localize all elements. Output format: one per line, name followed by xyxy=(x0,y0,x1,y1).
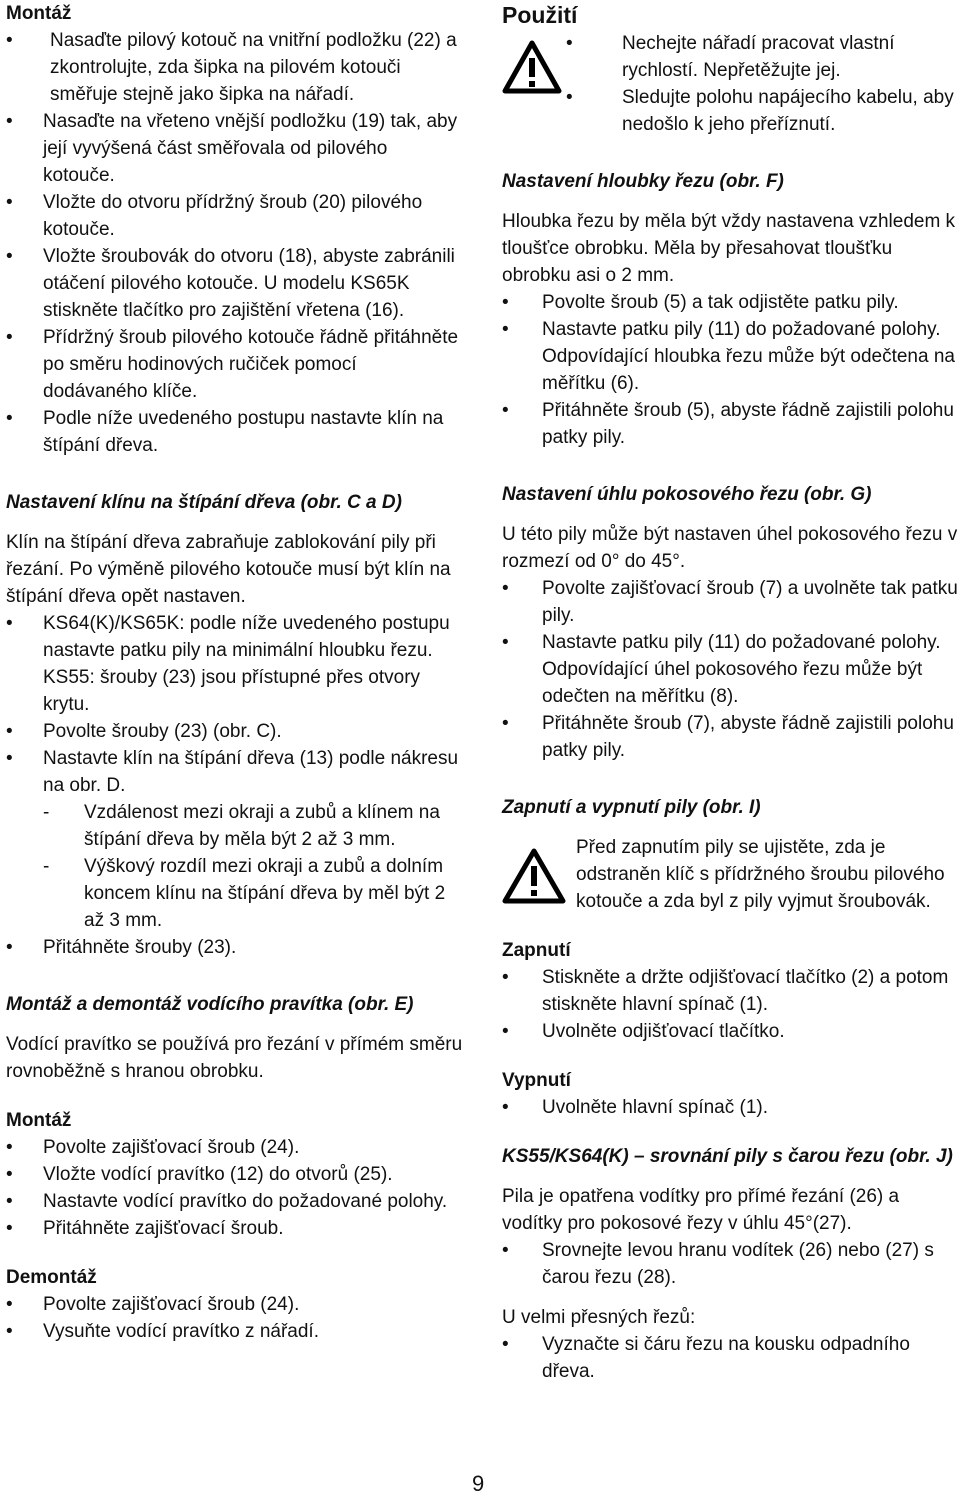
list-item: • Povolte šrouby (23) (obr. C). xyxy=(6,718,464,745)
pouziti-heading: Použití xyxy=(502,2,578,28)
pouziti-list xyxy=(566,30,958,138)
list-item: • Srovnejte levou hranu vodítek (26) nebo (27) s čarou řezu (28). xyxy=(502,1237,958,1291)
srovnani-list xyxy=(502,1237,958,1291)
list-item: • Nastavte patku pily (11) do požadované polohy. Odpovídající hloubka řezu může být odečtena na měřítku (6). xyxy=(502,316,958,397)
montaz-heading: Montáž xyxy=(6,3,72,24)
right-column xyxy=(502,0,958,1385)
dash-item: - Výškový rozdíl mezi okraji a zubů a dolním koncem klínu na štípání dřeva by měl být 2 až 3 mm. xyxy=(6,853,464,934)
list-item: • Nasaďte na vřeteno vnější podložku (19) tak, aby její vyvýšená část směřovala od pilového kotouče. xyxy=(6,108,464,189)
montaz2-heading: Montáž xyxy=(6,1110,72,1131)
list-item: • Povolte šroub (5) a tak odjistěte patku pily. xyxy=(502,289,958,316)
dash-item: - Vzdálenost mezi okraji a zubů a klínem na štípání dřeva by měla být 2 až 3 mm. xyxy=(6,799,464,853)
srovnani-text: Pila je opatřena vodítky pro přímé řezání (26) a vodítky pro pokosové řezy v úhlu 45°(27). xyxy=(502,1186,900,1234)
list-item: • Nastavte vodící pravítko do požadované polohy. xyxy=(6,1188,464,1215)
list-item: • Přitáhněte zajišťovací šroub. xyxy=(6,1215,464,1242)
list-item: • Povolte zajišťovací šroub (24). xyxy=(6,1291,464,1318)
uhel-heading: Nastavení úhlu pokosového řezu (obr. G) xyxy=(502,484,872,505)
vypnuti-list xyxy=(502,1094,958,1121)
montaz2-list xyxy=(6,1134,464,1242)
list-item: • Uvolněte odjišťovací tlačítko. xyxy=(502,1018,958,1045)
list-item: • Přitáhněte šroub (7), abyste řádně zajistili polohu patky pily. xyxy=(502,710,958,764)
list-item: • Sledujte polohu napájecího kabelu, aby nedošlo k jeho přeříznutí. xyxy=(566,84,958,138)
zapnuti-heading: Zapnutí a vypnutí pily (obr. I) xyxy=(502,797,761,818)
list-item-note: KS55: šrouby (23) jsou přístupné přes otvory krytu. xyxy=(43,667,421,715)
list-item: • Nastavte klín na štípání dřeva (13) podle nákresu na obr. D. xyxy=(6,745,464,799)
hloubka-text: Hloubka řezu by měla být vždy nastavena vzhledem k tloušťce obrobku. Měla by přesahovat tloušťku obrobku asi o 2 mm. xyxy=(502,211,956,286)
warning-triangle-icon xyxy=(502,848,576,912)
zapnuti-warning-text: Před zapnutím pily se ujistěte, zda je odstraněn klíč s přídržného šroubu pilového kotouče a zda byl z pily vyjmut šroubovák. xyxy=(576,837,945,912)
vypnuti-subheading: Vypnutí xyxy=(502,1070,571,1091)
pravitko-text: Vodící pravítko se používá pro řezání v přímém směru rovnoběžně s hranou obrobku. xyxy=(6,1034,463,1082)
page-number: 9 xyxy=(472,1471,485,1496)
list-item: • Podle níže uvedeného postupu nastavte klín na štípání dřeva. xyxy=(6,405,464,459)
demontaz-heading: Demontáž xyxy=(6,1267,97,1288)
list-item: • Povolte zajišťovací šroub (24). xyxy=(6,1134,464,1161)
list-item: • Vyznačte si čáru řezu na kousku odpadního dřeva. xyxy=(502,1331,958,1385)
presne-list xyxy=(502,1331,958,1385)
uhel-text: U této pily může být nastaven úhel pokosového řezu v rozmezí od 0° do 45°. xyxy=(502,524,958,572)
list-item: • Nechejte nářadí pracovat vlastní rychlostí. Nepřetěžujte jej. xyxy=(566,30,958,84)
zapnuti-warning xyxy=(502,834,958,915)
list-item: • Vložte do otvoru přídržný šroub (20) pilového kotouče. xyxy=(6,189,464,243)
list-item: • Nastavte patku pily (11) do požadované polohy. Odpovídající úhel pokosového řezu může být odečten na měřítku (8). xyxy=(502,629,958,710)
pouziti-warning xyxy=(502,30,958,138)
list-item: • KS64(K)/KS65K: podle níže uvedeného postupu nastavte patku pily na minimální hloubku řezu. xyxy=(6,610,464,664)
pravitko-heading: Montáž a demontáž vodícího pravítka (obr. E) xyxy=(6,994,414,1015)
presne-text: U velmi přesných řezů: xyxy=(502,1307,696,1328)
klin-text: Klín na štípání dřeva zabraňuje zablokování pily při řezání. Po výměně pilového kotouče musí být klín na štípání dřeva opět nastaven. xyxy=(6,532,451,607)
klin-heading: Nastavení klínu na štípání dřeva (obr. C a D) xyxy=(6,492,402,513)
list-item: • Nasaďte pilový kotouč na vnitřní podložku (22) a zkontrolujte, zda šipka na pilovém kotouči směřuje stejně jako šipka na nářadí. xyxy=(6,27,464,108)
demontaz-list xyxy=(6,1291,464,1345)
zapnuti-subheading: Zapnutí xyxy=(502,940,571,961)
warning-triangle-icon xyxy=(502,40,566,102)
list-item: • Uvolněte hlavní spínač (1). xyxy=(502,1094,958,1121)
uhel-list xyxy=(502,575,958,764)
list-item: • Přitáhněte šroub (5), abyste řádně zajistili polohu patky pily. xyxy=(502,397,958,451)
srovnani-heading: KS55/KS64(K) – srovnání pily s čarou řezu (obr. J) xyxy=(502,1146,953,1167)
montaz-list xyxy=(6,27,464,459)
left-column xyxy=(6,0,464,1345)
hloubka-list xyxy=(502,289,958,451)
list-item: • Vložte šroubovák do otvoru (18), abyste zabránili otáčení pilového kotouče. U modelu KS65K stiskněte tlačítko pro zajištění vřetena (16). xyxy=(6,243,464,324)
list-item: • Stiskněte a držte odjišťovací tlačítko (2) a potom stiskněte hlavní spínač (1). xyxy=(502,964,958,1018)
list-item: • Přitáhněte šrouby (23). xyxy=(6,934,464,961)
list-item: • Povolte zajišťovací šroub (7) a uvolněte tak patku pily. xyxy=(502,575,958,629)
list-item: • Vložte vodící pravítko (12) do otvorů (25). xyxy=(6,1161,464,1188)
list-item: • Vysuňte vodící pravítko z nářadí. xyxy=(6,1318,464,1345)
zapnuti-list xyxy=(502,964,958,1045)
hloubka-heading: Nastavení hloubky řezu (obr. F) xyxy=(502,171,784,192)
list-item: • Přídržný šroub pilového kotouče řádně přitáhněte po směru hodinových ručiček pomocí dodávaného klíče. xyxy=(6,324,464,405)
klin-list xyxy=(6,610,464,961)
